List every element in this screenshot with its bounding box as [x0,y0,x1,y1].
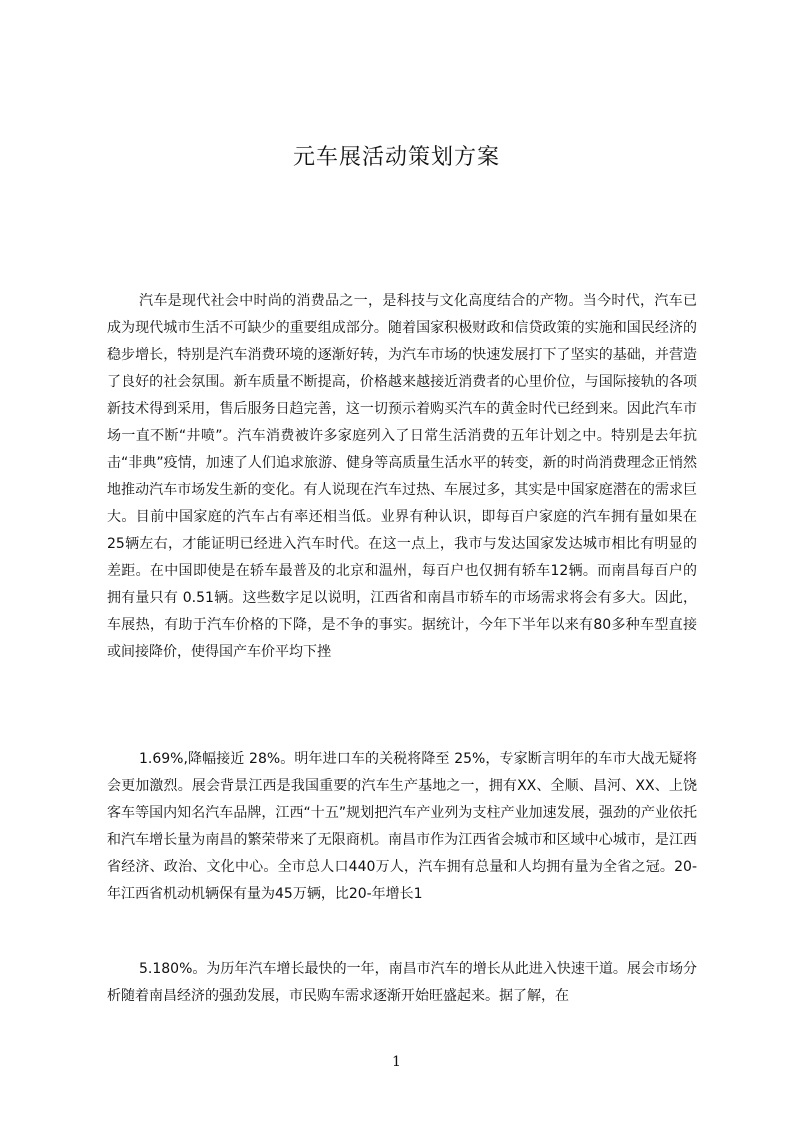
body-paragraph-intro: 汽车是现代社会中时尚的消费品之一，是科技与文化高度结合的产物。当今时代，汽车已成为现代城市生活不可缺少的重要组成部分。随着国家积极财政和信贷政策的实施和国民经济的稳步增长，特别是汽车消费环境的逐渐好转，为汽车市场的快速发展打下了坚实的基础，并营造了良好的社会氛围。新车质量不断提高，价格越来越接近消费者的心里价位，与国际接轨的各项新技术得到采用，售后服务日趋完善，这一切预示着购买汽车的黄金时代已经到来。因此汽车市场一直不断“井喷”。汽车消费被许多家庭列入了日常生活消费的五年计划之中。特别是去年抗击“非典”疫情，加速了人们追求旅游、健身等高质量生活水平的转变，新的时尚消费理念正悄然地推动汽车市场发生新的变化。有人说现在汽车过热、车展过多，其实是中国家庭潜在的需求巨大。目前中国家庭的汽车占有率还相当低。业界有种认识，即每百户家庭的汽车拥有量如果在25辆左右，才能证明已经进入汽车时代。在这一点上，我市与发达国家发达城市相比有明显的差距。在中国即使是在轿车最普及的北京和温州，每百户也仅拥有轿车12辆。而南昌每百户的拥有量只有 0.51辆。这些数字足以说明，江西省和南昌市轿车的市场需求将会有多大。因此，车展热，有助于汽车价格的下降，是不争的事实。据统计，今年下半年以来有80多种车型直接或间接降价，使得国产车价平均下挫 [107,293,697,660]
body-paragraph-background: 1.69%,降幅接近 28%。明年进口车的关税将降至 25%，专家断言明年的车市大战无疑将会更加激烈。展会背景江西是我国重要的汽车生产基地之一，拥有XX、全顺、昌河、XX、上饶客车等国内知名汽车品牌，江西“十五”规划把汽车产业列为支柱产业加速发展，强劲的产业依托和汽车增长量为南昌的繁荣带来了无限商机。南昌市作为江西省会城市和区域中心城市，是江西省经济、政治、文化中心。全市总人口440万人，汽车拥有总量和人均拥有量为全省之冠。20-年江西省机动机辆保有量为45万辆，比20-年增长1 [107,751,697,902]
body-paragraph-market: 5.180%。为历年汽车增长最快的一年，南昌市汽车的增长从此进入快速干道。展会市场分析随着南昌经济的强劲发展，市民购车需求逐渐开始旺盛起来。据了解，在 [107,961,697,1004]
page-title: 元车展活动策划方案 [292,145,500,170]
page-number: 1 [392,1054,401,1070]
